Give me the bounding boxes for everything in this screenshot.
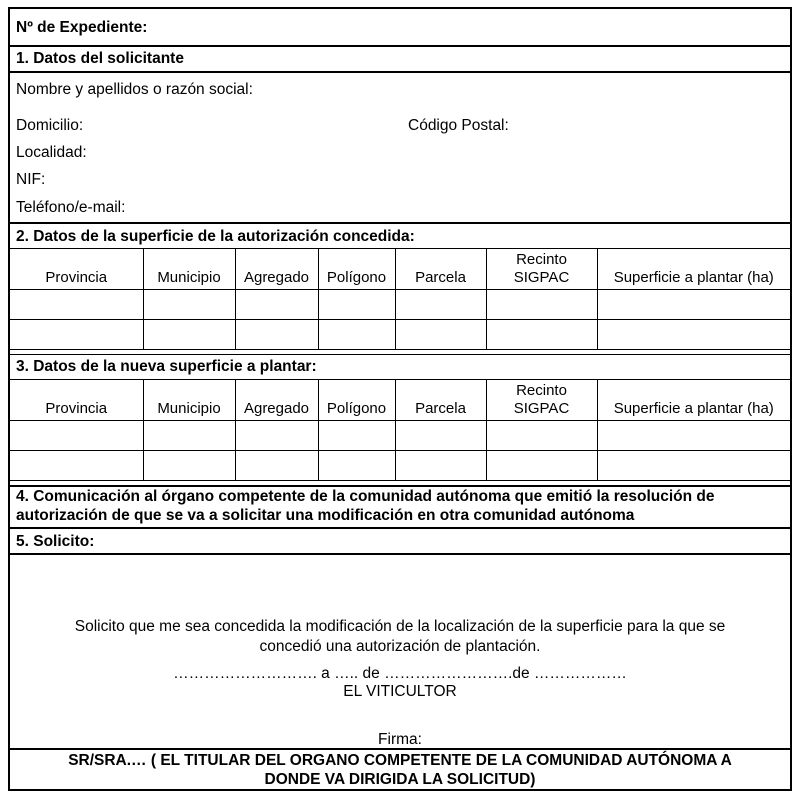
table-cell[interactable] [235,421,318,451]
table-cell[interactable] [318,320,395,350]
solicito-text [10,617,790,657]
expediente-label: Nº de Expediente: [16,19,148,36]
table-cell[interactable] [235,320,318,350]
table-cell[interactable] [597,421,790,451]
section3-title: 3. Datos de la nueva superficie a plantar: [16,358,317,375]
divider [10,748,790,750]
section2-table [10,248,790,350]
column-header: Agregado [235,379,318,421]
table-row [10,421,790,451]
table-cell[interactable] [486,290,597,320]
telefono-field-label: Teléfono/e-mail: [16,199,126,216]
column-header: Municipio [143,248,235,290]
table-header-row [10,248,790,290]
column-header: Provincia [10,248,143,290]
recipient-footer [10,751,790,789]
recipient-footer-line1: SR/SRA.… ( EL TITULAR DEL ORGANO COMPETENTE DE LA COMUNIDAD AUTÓNOMA A [68,752,732,769]
viticultor-label: EL VITICULTOR [343,683,457,700]
table-cell[interactable] [597,290,790,320]
table-cell[interactable] [318,290,395,320]
solicito-text-line1: Solicito que me sea concedida la modificación de la localización de la superficie para la que se [74,618,726,635]
divider [10,45,790,47]
date-line: ………………………. a ….. de …………………….de ……………… [173,665,627,682]
table-cell[interactable] [597,320,790,350]
application-form [8,7,792,791]
column-header: Provincia [10,379,143,421]
column-header: Municipio [143,379,235,421]
column-header: Polígono [318,379,395,421]
section4-title-line2: autorización de que se va a solicitar una modificación en otra comunidad autónoma [16,507,635,524]
section1-title: 1. Datos del solicitante [16,50,184,67]
divider [10,527,790,529]
table-row [10,290,790,320]
nombre-field-label: Nombre y apellidos o razón social: [16,81,253,98]
section4-title [10,487,790,525]
table-cell[interactable] [395,290,486,320]
divider [10,354,790,355]
table-header-row [10,379,790,421]
localidad-field-label: Localidad: [16,144,87,161]
column-header: Recinto SIGPAC [486,379,597,421]
table-cell[interactable] [395,320,486,350]
table-cell[interactable] [486,320,597,350]
table-cell[interactable] [143,320,235,350]
table-cell[interactable] [318,421,395,451]
recipient-footer-line2: DONDE VA DIRIGIDA LA SOLICITUD) [264,771,536,788]
table-row [10,320,790,350]
table-cell[interactable] [10,451,143,481]
column-header: Polígono [318,248,395,290]
column-header: Recinto SIGPAC [486,248,597,290]
column-header: Parcela [395,248,486,290]
table-row [10,451,790,481]
table-cell[interactable] [10,421,143,451]
divider [10,553,790,555]
table-cell[interactable] [395,451,486,481]
table-cell[interactable] [597,451,790,481]
table-cell[interactable] [10,320,143,350]
table-cell[interactable] [143,290,235,320]
table-cell[interactable] [318,451,395,481]
domicilio-field-label: Domicilio: [16,117,84,134]
column-header: Superficie a plantar (ha) [597,379,790,421]
section3-table [10,379,790,481]
table-cell[interactable] [235,290,318,320]
firma-label: Firma: [378,731,422,748]
section2-title: 2. Datos de la superficie de la autorización concedida: [16,228,415,245]
column-header: Agregado [235,248,318,290]
divider [10,71,790,73]
table-cell[interactable] [486,451,597,481]
table-cell[interactable] [486,421,597,451]
table-cell[interactable] [143,421,235,451]
table-cell[interactable] [143,451,235,481]
column-header: Superficie a plantar (ha) [597,248,790,290]
section4-title-line1: 4. Comunicación al órgano competente de la comunidad autónoma que emitió la resolución de [16,488,715,505]
table-cell[interactable] [235,451,318,481]
divider [10,222,790,224]
column-header: Parcela [395,379,486,421]
solicito-text-line2: concedió una autorización de plantación. [259,638,541,655]
codigo-postal-field-label: Código Postal: [408,117,509,134]
table-cell[interactable] [395,421,486,451]
table-cell[interactable] [10,290,143,320]
nif-field-label: NIF: [16,171,46,188]
section5-title: 5. Solicito: [16,533,95,550]
